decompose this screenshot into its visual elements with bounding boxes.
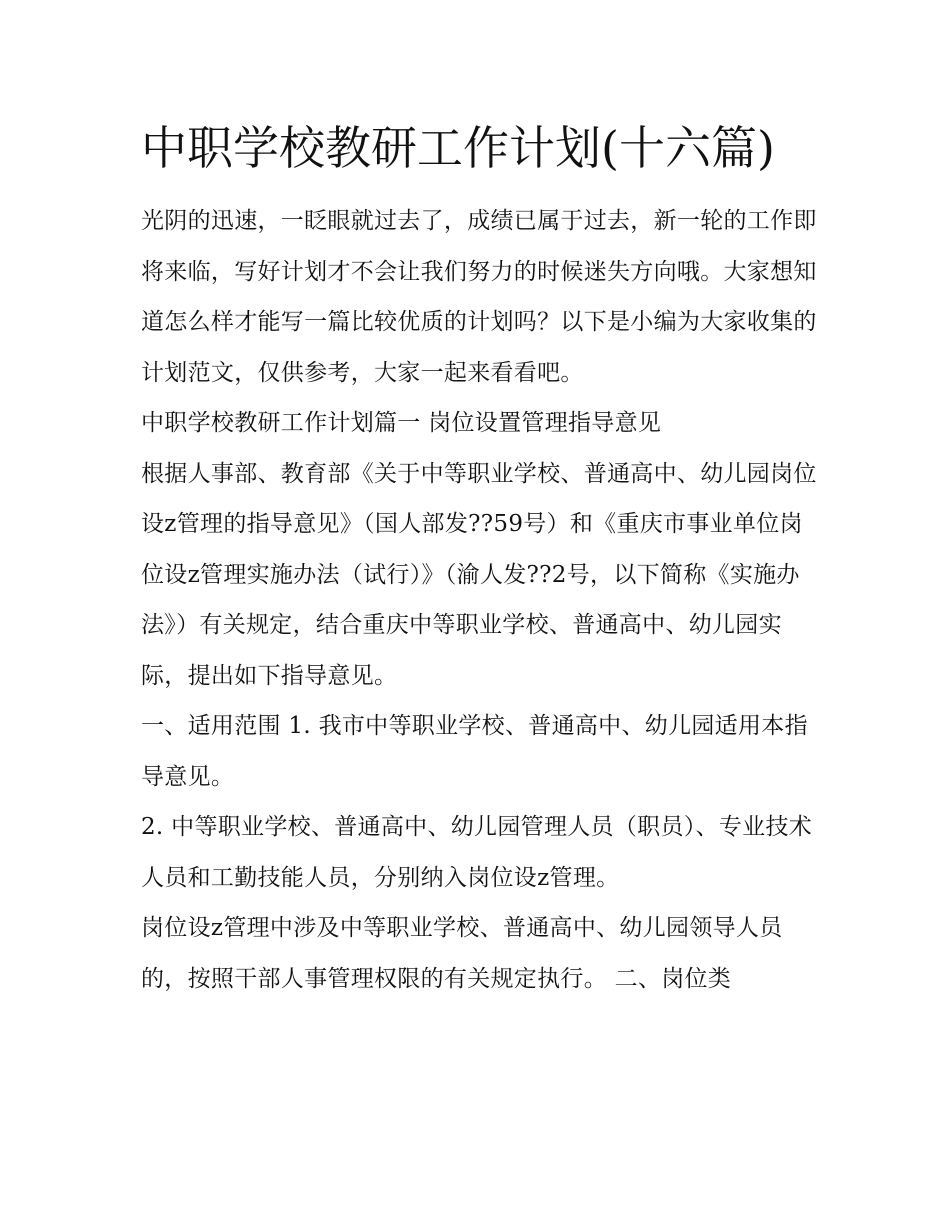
paragraph-intro: 光阴的迅速，一眨眼就过去了，成绩已属于过去，新一轮的工作即将来临，写好计划才不会让我们努力的时候迷失方向哦。大家想知道怎么样才能写一篇比较优质的计划吗？以下是小编为大家收集的计划范文，仅供参考，大家一起来看看吧。	[141, 208, 817, 386]
document-title: 中职学校教研工作计划(十六篇)	[141, 121, 775, 175]
paragraph-section-heading: 中职学校教研工作计划篇一 岗位设置管理指导意见	[141, 410, 662, 436]
paragraph-basis: 根据人事部、教育部《关于中等职业学校、普通高中、幼儿园岗位设z管理的指导意见》（国人部发??59号）和《重庆市事业单位岗位设z管理实施办法（试行）》（渝人发??2号，以下简称《实施办法》）有关规定，结合重庆中等职业学校、普通高中、幼儿园实际，提出如下指导意见。	[141, 460, 817, 689]
paragraph-scope-1: 一、适用范围 1. 我市中等职业学校、普通高中、幼儿园适用本指导意见。	[141, 713, 808, 790]
document-content	[141, 112, 821, 1004]
paragraph-leadership: 岗位设z管理中涉及中等职业学校、普通高中、幼儿园领导人员的，按照干部人事管理权限的有关规定执行。 二、岗位类	[141, 915, 783, 992]
document-body	[141, 196, 821, 1004]
paragraph-scope-2: 2. 中等职业学校、普通高中、幼儿园管理人员（职员）、专业技术人员和工勤技能人员，分别纳入岗位设z管理。	[141, 814, 813, 891]
